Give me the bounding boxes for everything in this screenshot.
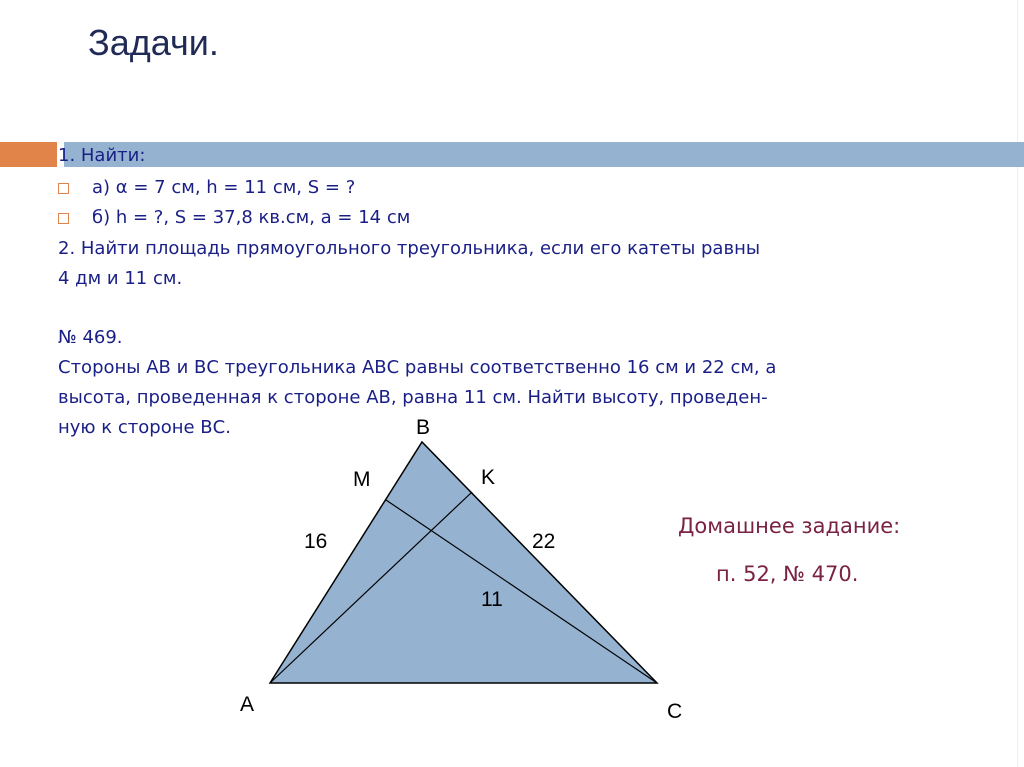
task2-line1: 2. Найти площадь прямоугольного треугольника, если его катеты равны (58, 238, 761, 259)
side-bc-length: 22 (532, 530, 556, 553)
task1-a: а) α = 7 см, h = 11 см, S = ? (92, 177, 356, 198)
point-m: M (353, 468, 371, 491)
point-k: K (481, 466, 496, 489)
vertex-a: A (240, 693, 255, 716)
task1-heading: 1. Найти: (58, 145, 146, 166)
task1-b: б) h = ?, S = 37,8 кв.см, a = 14 см (92, 207, 411, 228)
task469-line3: ную к стороне ВС. (58, 417, 231, 438)
task469-line1: Стороны АВ и ВС треугольника АВС равны соответственно 16 см и 22 см, а (58, 357, 777, 378)
homework-value: п. 52, № 470. (716, 562, 859, 586)
task2-line2: 4 дм и 11 см. (58, 268, 183, 289)
vertex-c: C (667, 700, 683, 723)
slide-title: Задачи. (88, 22, 219, 63)
triangle-abc (270, 442, 657, 683)
task469-number: № 469. (58, 327, 123, 348)
height-length: 11 (481, 588, 503, 611)
vertex-b: B (416, 416, 431, 439)
side-ab-length: 16 (304, 530, 328, 553)
task469-line2: высота, проведенная к стороне АВ, равна 11 см. Найти высоту, проведен- (58, 387, 768, 408)
homework-label: Домашнее задание: (678, 514, 901, 538)
